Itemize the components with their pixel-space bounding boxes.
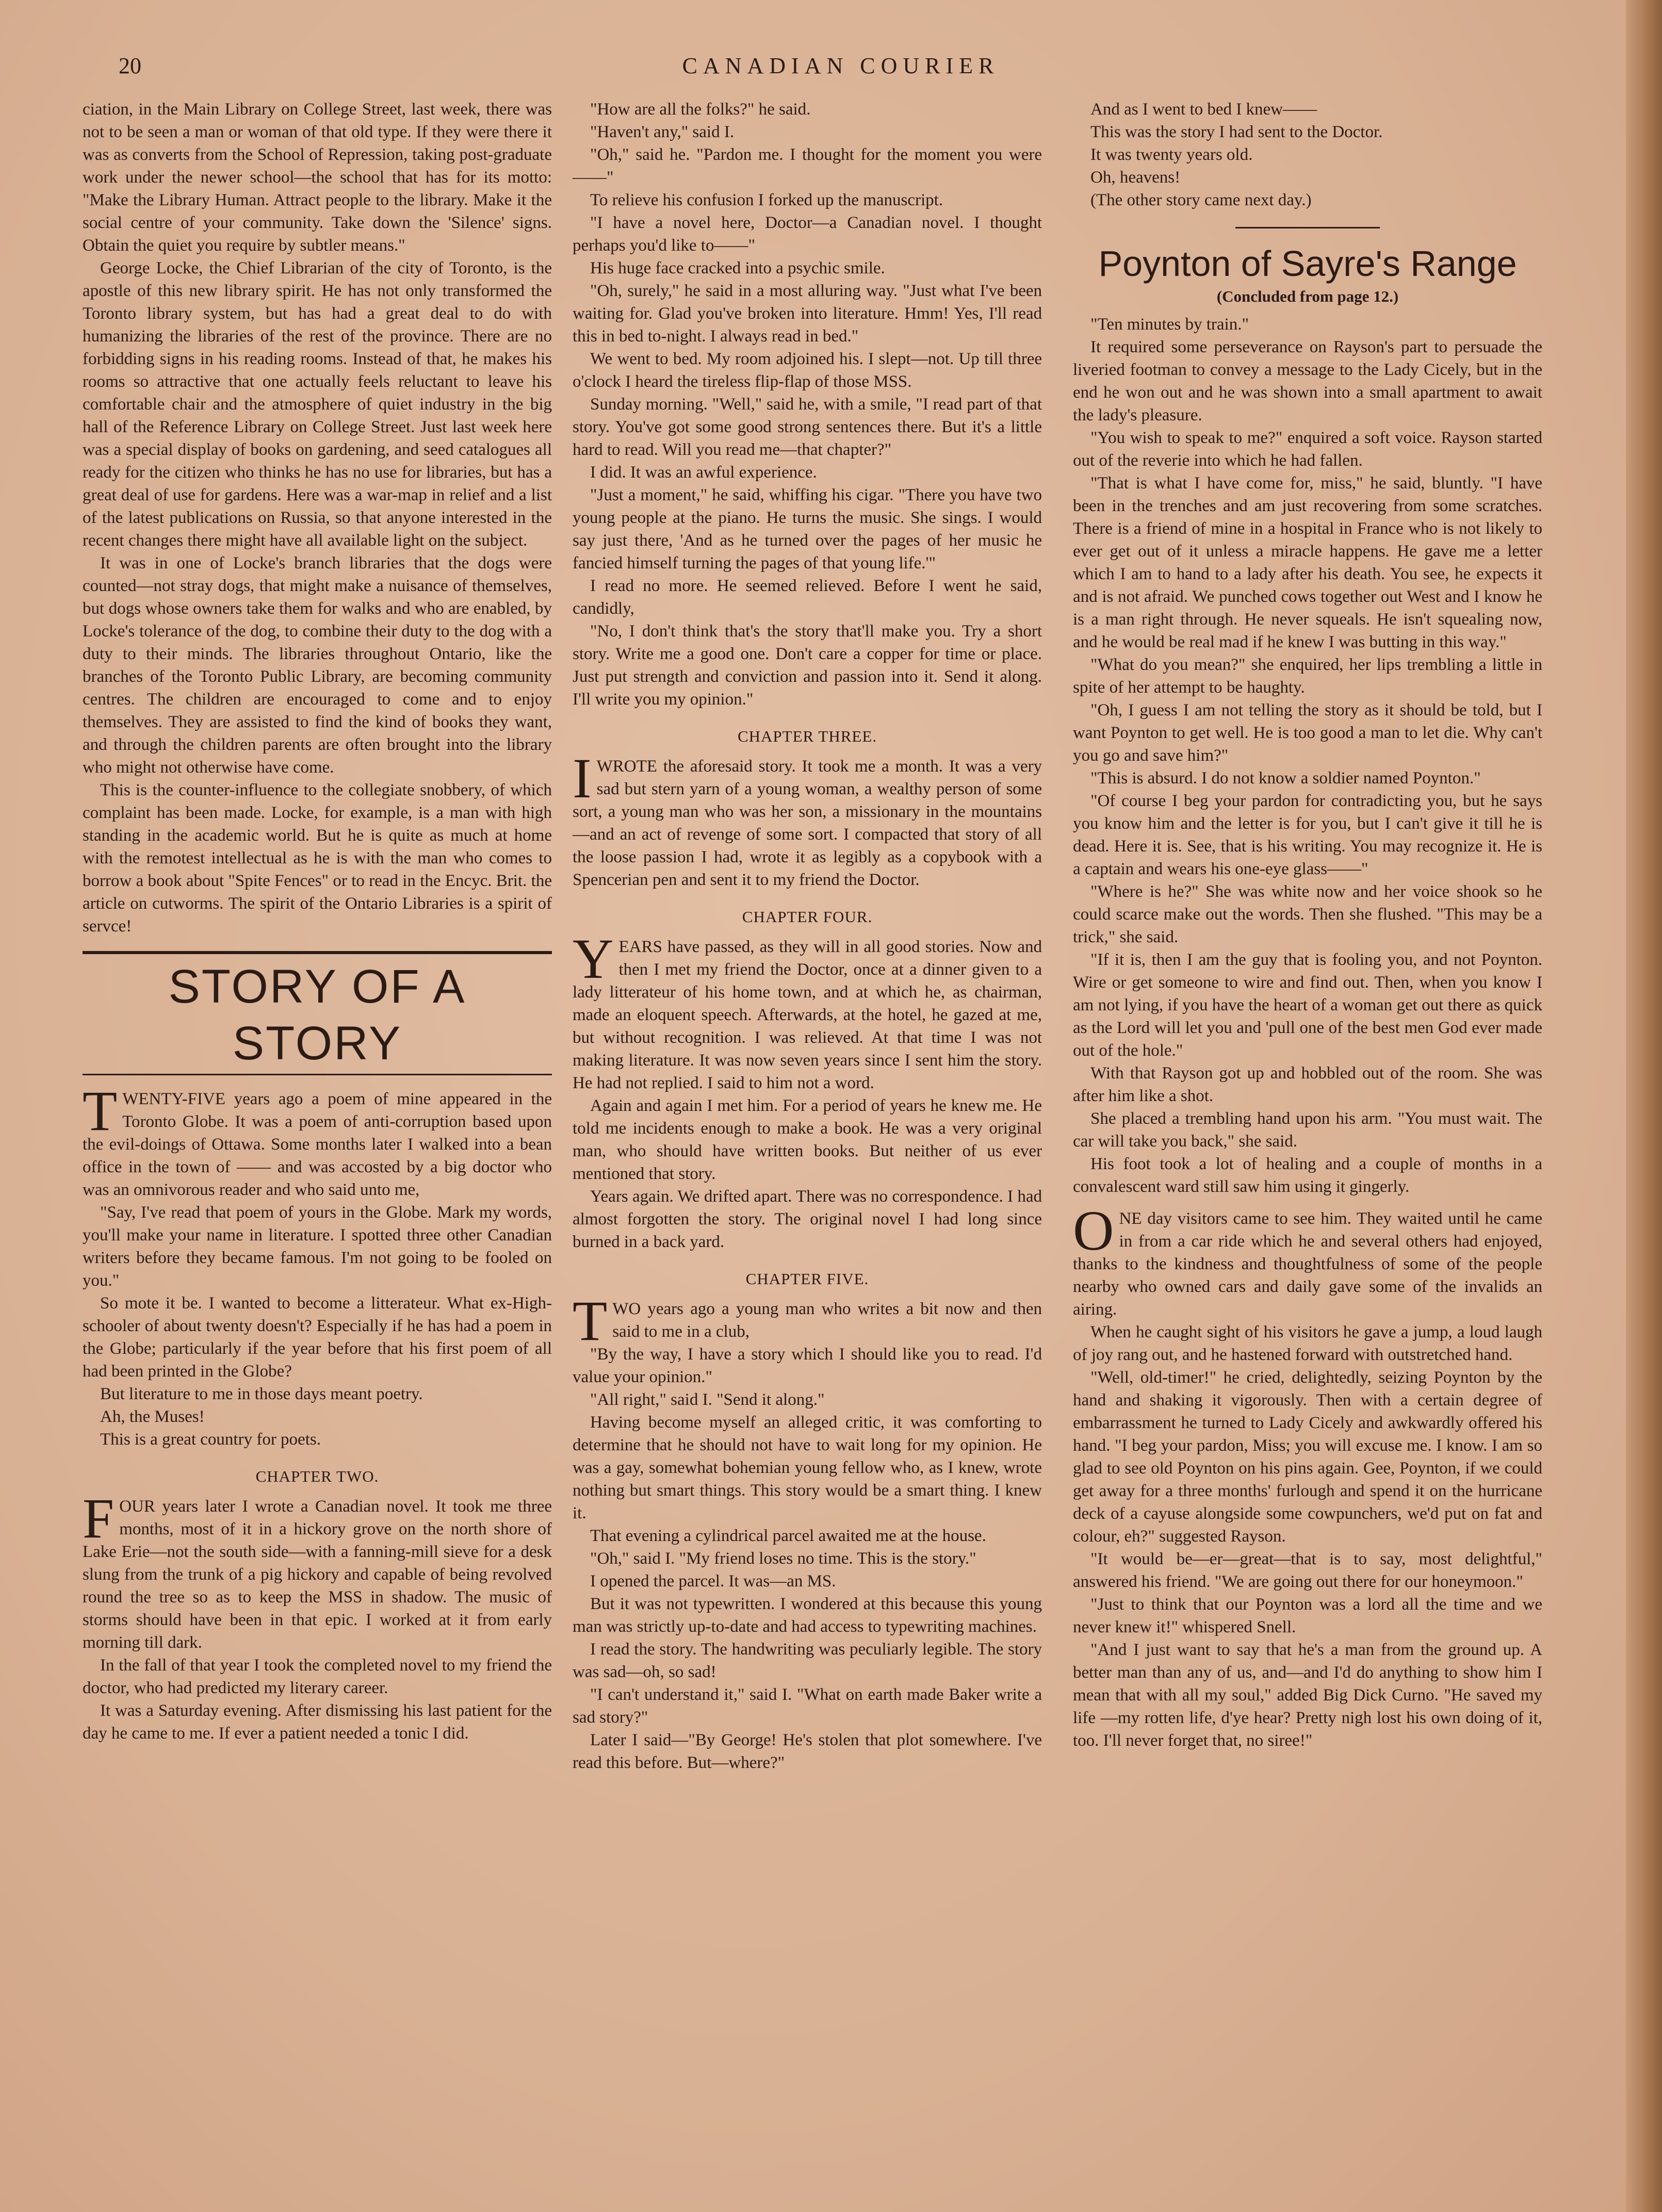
page-number: 20 (119, 53, 141, 78)
library-paragraph: It was in one of Locke's branch libraries that the dogs were counted—not stray dogs, that might make a nuisance of themselves, but dogs whose owners take them for walks and who are enabled, by Locke's tolerance of the dog, to combine their duty to the dog with a duty to their minds. The libraries throughout Ontario, like the branches of the Toronto Public Library, are becoming community centres. The children are encouraged to come and to enjoy themselves. They are assisted to find the kind of books they want, and through the children parents are often brought into the library who might not otherwise have come. (83, 554, 552, 777)
poynton-paragraph: It required some perseverance on Rayson's part to persuade the liveried footman to convey a message to the Lady Cicely, but in the end he won out and he was shown into a small apartment to await the lady's pleasure. (1073, 338, 1542, 424)
story-paragraph: In the fall of that year I took the completed novel to my friend the doctor, who had predicted my literary career. (83, 1656, 552, 1697)
story-paragraph: "All right," said I. "Send it along." (590, 1390, 825, 1409)
story-paragraph: I read the story. The handwriting was peculiarly legible. The story was sad—oh, so sad! (573, 1640, 1042, 1681)
poynton-paragraph: "That is what I have come for, miss," he said, bluntly. "I have been in the trenches and am just recovering from some scratches. There is a friend of mine in a hospital in France who is not likely to ever get out of it unless a miracle happens. He gave me a letter which I am to hand to a lady after his death. You see, he expects it and is not afraid. We punched cows together out West and I know he is a man right through. He never squeals. He isn't squealing now, and he would be real mad if he knew I was butting in this way." (1073, 474, 1542, 651)
poynton-paragraph: "If it is, then I am the guy that is fooling you, and not Poynton. Wire or get someone to wire and find out. Then, when you know I am not lying, if you have the heart of a woman get out there as quick as the Lord will let you and 'pull one of the best men God ever made out of the hole." (1073, 951, 1542, 1060)
story-paragraph: "Oh, surely," he said in a most alluring way. "Just what I've been waiting for. Glad you've broken into literature. Hmm! Yes, I'll read this in bed to-night. I always read in bed." (573, 282, 1042, 346)
poynton-paragraph: "What do you mean?" she enquired, her lips trembling a little in spite of her attempt to be haughty. (1073, 656, 1542, 697)
poynton-paragraph: "Of course I beg your pardon for contradicting you, but he says you know him and the letter is for you, but I can't give it till he is dead. Here it is. See, that is his writing. You may recognize it. He is a captain and wears his one-eye glass——" (1073, 792, 1542, 878)
continued-note: (Concluded from page 12.) (1216, 287, 1399, 305)
poynton-paragraph: She placed a trembling hand upon his arm. "You must wait. The car will take you back," she said. (1073, 1109, 1542, 1151)
story-of-a-story-title: STORY OF A STORY (83, 951, 552, 1075)
poynton-paragraph: "It would be—er—great—that is to say, most delightful," answered his friend. "We are going out there for our honeymoon." (1073, 1550, 1542, 1591)
page-header (77, 47, 1604, 84)
library-paragraph: This is the counter-influence to the collegiate snobbery, of which complaint has been made. Locke, for example, is a man with high standing in the academic world. But he is quite as much at home with the remotest intellectual as he is with the man who comes to borrow a book about "Spite Fences" or to read in the Encyc. Brit. the article on cutworms. The spirit of the Ontario Libraries is a spirit of servce! (83, 781, 552, 936)
story-paragraph: TWO years ago a young man who writes a bit now and then said to me in a club, (573, 1289, 1042, 1352)
column-2 (573, 98, 1042, 1774)
story-paragraph: "By the way, I have a story which I should like you to read. I'd value your opinion." (573, 1345, 1042, 1386)
story-paragraph: YEARS have passed, as they will in all good stories. Now and then I met my friend the Doctor, once at a dinner given to a lady litterateur of his home town, and at which he, as chairman, made an eloquent speech. Afterwards, at the hotel, he gazed at me, but without recognition. I was relieved. At that time I was not making literature. It was now seven years since I sent him the story. He had not replied. I said to him not a word. (573, 927, 1042, 1092)
poynton-title: Poynton of Sayre's Range (1098, 243, 1517, 284)
story-paragraph: I read no more. He seemed relieved. Before I went he said, candidly, (573, 577, 1042, 618)
story-paragraph: "How are all the folks?" he said. "Haven't any," said I. (590, 100, 811, 141)
running-head: CANADIAN COURIER (682, 53, 1000, 78)
story-paragraph: "I have a novel here, Doctor—a Canadian novel. I thought perhaps you'd like to——" (573, 214, 1042, 255)
story-paragraph: His huge face cracked into a psychic smile. (590, 259, 885, 277)
column-3 (1073, 98, 1542, 1752)
story-paragraph: FOUR years later I wrote a Canadian novel. It took me three months, most of it in a hickory grove on the north shore of Lake Erie—not the south side—with a fanning-mill sieve for a desk slung from the trunk of a pig hickory and capable of being revolved round the tree so as to keep the MSS in shadow. The music of storms should have been in that epic. I worked at it from early morning till dark. (83, 1487, 552, 1652)
poynton-paragraph: "Oh, I guess I am not telling the story as it should be told, but I want Poynton to get well. He is too good a man to let die. Why can't you go and save him?" (1073, 701, 1542, 765)
story-paragraph: But it was not typewritten. I wondered at this because this young man was strictly up-to-date and had access to typewriting machines. (573, 1595, 1042, 1636)
story-paragraph: Again and again I met him. For a period of years he knew me. He told me incidents enough to make a book. He was a very original man, who should have written books. But neither of us ever mentioned that story. (573, 1096, 1042, 1183)
poynton-paragraph: "This is absurd. I do not know a soldier named Poynton." (1090, 769, 1481, 788)
story-paragraph: "I can't understand it," said I. "What on earth made Baker write a sad story?" (573, 1685, 1042, 1727)
story-paragraph: So mote it be. I wanted to become a litterateur. What ex-High-schooler of about twenty doesn't? Especially if he has had a poem in the Globe; particularly if the year before that his first poem of all had been printed in the Globe? (83, 1294, 552, 1381)
poynton-paragraph: "You wish to speak to me?" enquired a soft voice. Rayson started out of the reverie into which he had fallen. (1073, 429, 1542, 470)
chapter-heading: CHAPTER FOUR. (742, 908, 873, 926)
story-paragraph: Years again. We drifted apart. There was no correspondence. I had almost forgotten the story. The original novel I had long since burned in a back yard. (573, 1187, 1042, 1251)
poynton-paragraph: "Just to think that our Poynton was a lord all the time and we never knew it!" whispered Snell. (1073, 1595, 1542, 1636)
story-paragraph: Having become myself an alleged critic, it was comforting to determine that he should not have to wait long for my opinion. He was a gay, somewhat bohemian young fellow who, as I knew, wrote nothing but smart things. This story would be a smart thing. I knew it. (573, 1413, 1042, 1522)
story-paragraph: "Just a moment," he said, whiffing his cigar. "There you have two young people at the piano. He turns the music. She sings. I would say just there, 'And as he turned over the pages of her music he fancied himself turning the pages of that young life.'" (573, 486, 1042, 572)
section-gap (1073, 1198, 1542, 1207)
chapter-heading: CHAPTER THREE. (737, 727, 877, 745)
poynton-paragraph: ONE day visitors came to see him. They waited until he came in from a car ride which he and several others had enjoyed, thanks to the kindness and thoughtfulness of some of the people nearby who owned cars and daily gave some of the invalids an airing. (1073, 1199, 1542, 1319)
story-paragraph: TWENTY-FIVE years ago a poem of mine appeared in the Toronto Globe. It was a poem of anti-corruption based upon the evil-doings of Ottawa. Some months later I walked into a bean office in the town of —— and was accosted by a big doctor who was an omnivorous reader and who said unto me, (83, 1079, 552, 1199)
story-paragraph: But literature to me in those days meant poetry. Ah, the Muses! This is a great country for poets. (100, 1385, 423, 1449)
story-paragraph: "Say, I've read that poem of yours in the Globe. Mark my words, you'll make your name in literature. I spotted three other Canadian writers before they became famous. I'm not going to be fooled on you." (83, 1203, 552, 1290)
chapter-heading: CHAPTER FIVE. (745, 1270, 869, 1288)
section-divider (1235, 227, 1380, 228)
story-ending: And as I went to bed I knew—— This was the story I had sent to the Doctor. It was twenty years old. Oh, heavens! (The other story came next day.) (1090, 100, 1383, 209)
story-paragraph: To relieve his confusion I forked up the manuscript. (590, 191, 943, 209)
poynton-paragraph: With that Rayson got up and hobbled out of the room. She was after him like a shot. (1073, 1064, 1542, 1105)
library-paragraph: George Locke, the Chief Librarian of the city of Toronto, is the apostle of this new library spirit. He has not only transformed the Toronto library system, but has had a great deal to do with humanizing the libraries of the rest of the province. There are no forbidding signs in his reading rooms. Instead of that, he makes his rooms so attractive that one actually feels reluctant to leave his comfortable chair and the atmosphere of quiet industry in the big hall of the Reference Library on College Street. Just last week here was a special display of books on gardening, and seed catalogues all ready for the citizen who thinks he has no use for libraries, but has a great deal of use for gardens. Here was a war-map in relief and a list of the latest publications on Russia, so that anyone interested in the recent changes there might have all available light on the subject. (83, 259, 552, 550)
column-1 (83, 98, 552, 1745)
page-spine-shadow (1626, 0, 1662, 2212)
story-paragraph: "No, I don't think that's the story that'll make you. Try a short story. Write me a good one. Don't care a copper for time or place. Just put strength and conviction and passion into it. Send it along. I'll write you my opinion." (573, 622, 1042, 709)
poynton-paragraph: "And I just want to say that he's a man from the ground up. A better man than any of us, and—and I'd do anything to show him I mean that with all my soul," added Big Dick Curno. "He saved my life —my rotten life, d'ye hear? Pretty nigh lost his own doing of it, too. I'll never forget that, no siree!" (1073, 1641, 1542, 1750)
story-paragraph: That evening a cylindrical parcel awaited me at the house. (590, 1527, 986, 1545)
story-paragraph: "Oh," said I. "My friend loses no time. This is the story." (590, 1549, 976, 1568)
story-paragraph: Sunday morning. "Well," said he, with a smile, "I read part of that story. You've got some good strong sentences there. But it's a little hard to read. Will you read me—that chapter?" (573, 395, 1042, 459)
story-paragraph: IWROTE the aforesaid story. It took me a month. It was a very sad but stern yarn of a young woman, a wealthy person of some sort, a young man who was her son, a missionary in the mountains—and an act of revenge of some sort. I compacted that story of all the loose passion I had, wrote it as legibly as a copybook with a Spencerian pen and sent it to my friend the Doctor. (573, 747, 1042, 889)
story-paragraph: I did. It was an awful experience. (590, 463, 817, 482)
story-paragraph: "Oh," said he. "Pardon me. I thought for the moment you were——" (573, 145, 1042, 187)
poynton-paragraph: "Where is he?" She was white now and her voice shook so he could scarce make out the words. Then she flushed. "This may be a trick," she said. (1073, 882, 1542, 946)
poynton-paragraph: His foot took a lot of healing and a couple of months in a convalescent ward still saw him using it gingerly. (1073, 1155, 1542, 1196)
library-paragraph: ciation, in the Main Library on College Street, last week, there was not to be seen a man or woman of that old type. If they were there it was as converts from the School of Repression, taking post-graduate work under the newer school—the school that has for its motto: "Make the Library Human. Attract people to the library. Make it the social centre of your community. Take down the 'Silence' signs. Obtain the quiet you require by subtler means." (83, 100, 552, 255)
story-paragraph: It was a Saturday evening. After dismissing his last patient for the day he came to me. If ever a patient needed a tonic I did. (83, 1701, 552, 1743)
story-paragraph: I opened the parcel. It was—an MS. (590, 1572, 836, 1591)
story-paragraph: We went to bed. My room adjoined his. I slept—not. Up till three o'clock I heard the tireless flip-flap of those MSS. (573, 350, 1042, 391)
story-paragraph: Later I said—"By George! He's stolen that plot somewhere. I've read this before. But—where?" (573, 1731, 1042, 1772)
chapter-heading: CHAPTER TWO. (255, 1467, 379, 1485)
poynton-paragraph: When he caught sight of his visitors he gave a jump, a loud laugh of joy rang out, and he hastened forward with outstretched hand. (1073, 1323, 1542, 1364)
poynton-paragraph: "Ten minutes by train." (1090, 315, 1249, 334)
poynton-paragraph: "Well, old-timer!" he cried, delightedly, seizing Poynton by the hand and shaking it vigorously. Then with a certain degree of embarrassment he turned to Lady Cicely and awkwardly offered his hand. "I beg your pardon, Miss; you will excuse me. I know. I am so glad to see old Poynton on his pins again. Gee, Poynton, if we could get away for a three months' furlough and spend it on the hurricane deck of a cayuse alongside some cowpunchers, we'd put on fat and colour, eh?" suggested Rayson. (1073, 1368, 1542, 1546)
